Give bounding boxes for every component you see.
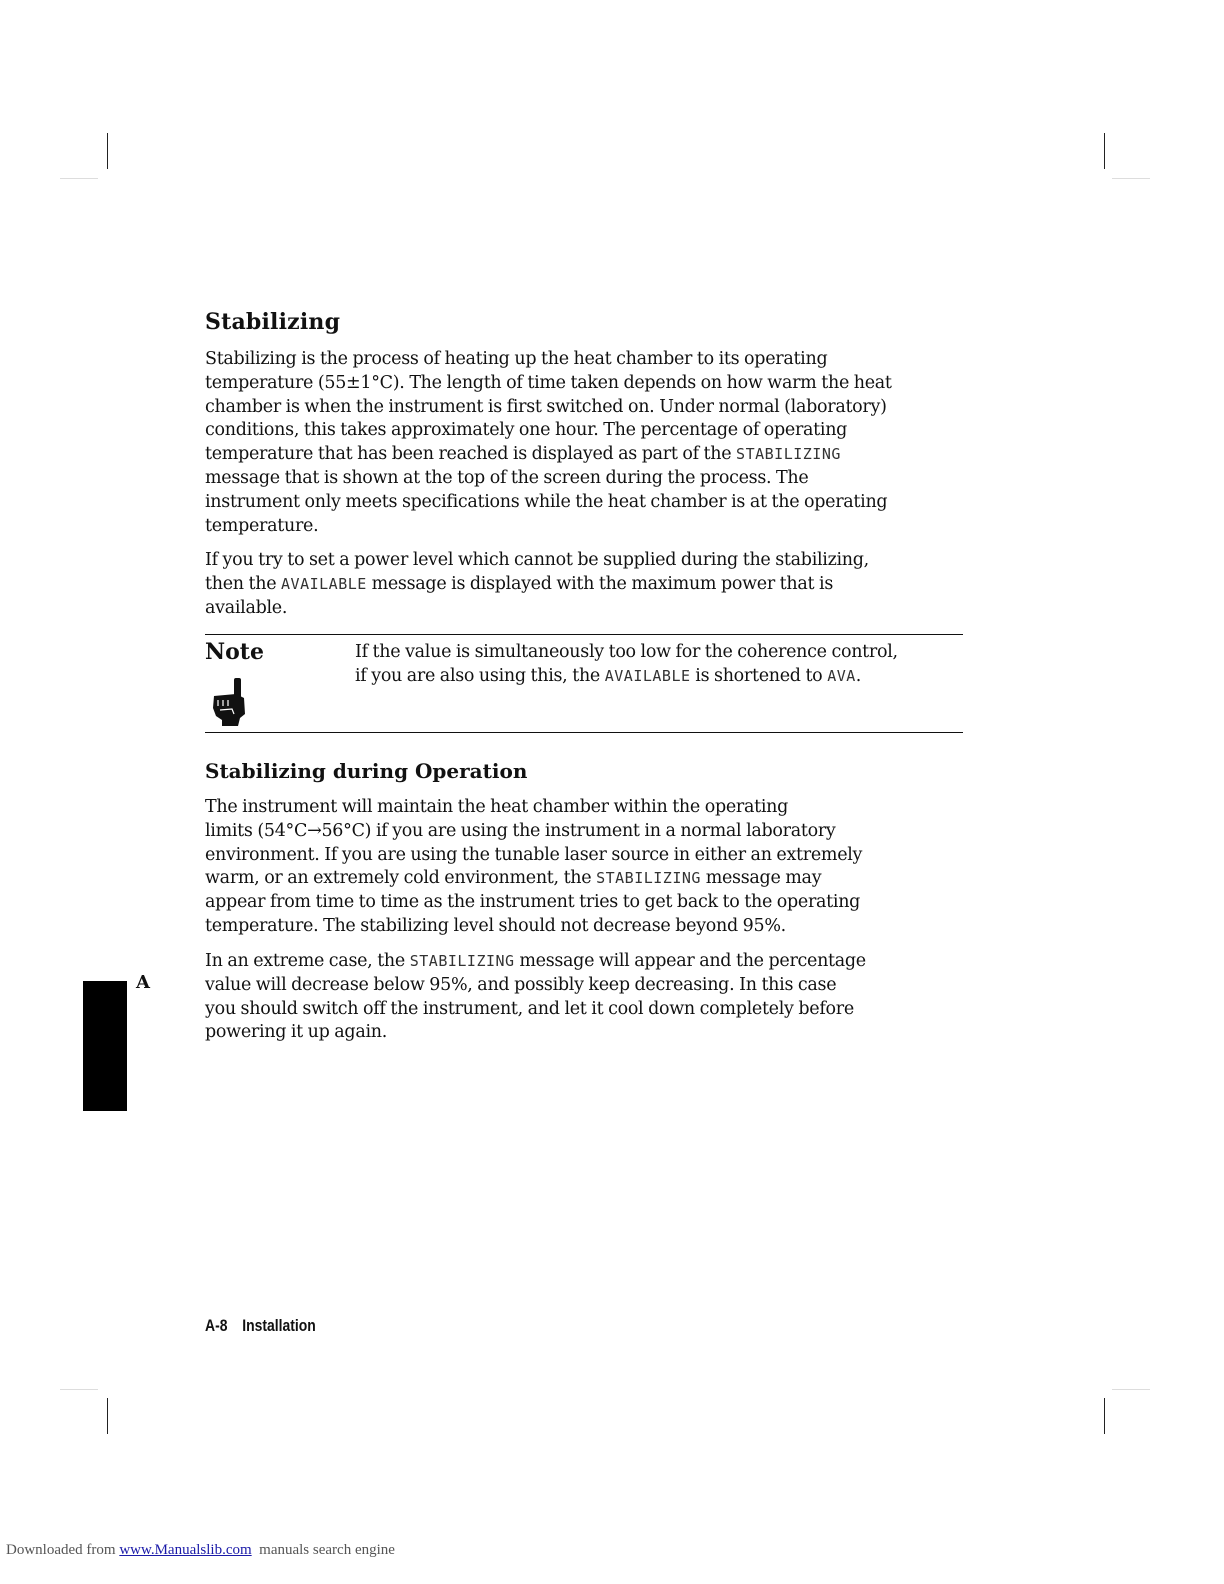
text-fragment: message will appear and the percentage (514, 951, 866, 971)
text-line (205, 950, 965, 974)
text-fragment: message may (700, 868, 822, 889)
stabilizing-paragraph-2 (205, 549, 965, 620)
text-line: The instrument will maintain the heat chamber within the operating (205, 797, 789, 817)
pointing-hand-icon (210, 676, 250, 728)
text-line: Stabilizing is the process of heating up the heat chamber to its operating (205, 349, 828, 369)
text-line: environment. If you are using the tunable laser source in either an extremely (205, 844, 863, 865)
text-fragment: temperature that has been reached is displayed as part of the (205, 444, 737, 465)
text-line: temperature (55±1°C). The length of time taken depends on how warm the heat (205, 372, 892, 393)
crop-line-top-left (60, 178, 98, 179)
text-line: conditions, this takes approximately one hour. The percentage of operating (205, 420, 848, 441)
subsection-heading: Stabilizing during Operation (205, 759, 528, 783)
operation-paragraph-1 (205, 796, 965, 939)
text-line (355, 665, 965, 689)
display-message-code: STABILIZING (409, 952, 515, 970)
download-suffix: manuals search engine (251, 1542, 395, 1558)
crop-mark-bottom-left (107, 1398, 108, 1434)
section-heading: Stabilizing (205, 309, 341, 335)
text-line: If the value is simultaneously too low for the coherence control, (355, 642, 898, 662)
note-bottom-rule (205, 732, 963, 733)
text-fragment: In an extreme case, the (205, 951, 410, 971)
text-line: instrument only meets specifications while the heat chamber is at the operating (205, 491, 888, 512)
operation-paragraph-2 (205, 950, 965, 1045)
display-message-code: STABILIZING (736, 445, 841, 464)
text-fragment: message is displayed with the maximum power that is (366, 573, 833, 594)
text-line: powering it up again. (205, 1022, 388, 1043)
text-line: available. (205, 597, 288, 618)
stabilizing-paragraph-1 (205, 348, 965, 538)
download-prefix: Downloaded from (6, 1542, 120, 1558)
text-fragment: . (855, 665, 862, 686)
crop-mark-top-right (1104, 133, 1105, 169)
text-line: you should switch off the instrument, and let it cool down completely before (205, 998, 854, 1019)
text-fragment: is shortened to (690, 665, 828, 686)
display-message-code: AVAILABLE (281, 574, 367, 593)
note-label: Note (205, 639, 264, 665)
crop-mark-top-left (107, 133, 108, 169)
crop-line-bottom-left (60, 1389, 98, 1390)
text-line (205, 867, 965, 891)
chapter-tab-marker (83, 981, 127, 1111)
text-line: chamber is when the instrument is first switched on. Under normal (laboratory) (205, 396, 887, 417)
text-line: If you try to set a power level which cannot be supplied during the stabilizing, (205, 550, 869, 570)
text-fragment: if you are also using this, the (355, 665, 605, 686)
manualslib-link[interactable]: www.Manualslib.com (119, 1542, 252, 1558)
chapter-name: Installation (242, 1316, 316, 1335)
text-line: appear from time to time as the instrument tries to get back to the operating (205, 892, 861, 913)
text-line: message that is shown at the top of the screen during the process. The (205, 467, 809, 488)
text-fragment: then the (205, 573, 282, 594)
display-message-code: AVAILABLE (604, 666, 691, 685)
text-line (205, 573, 965, 597)
note-text (355, 641, 965, 689)
display-message-code: STABILIZING (596, 869, 701, 888)
chapter-tab-letter: A (136, 972, 150, 993)
crop-line-bottom-right (1112, 1389, 1150, 1390)
crop-mark-bottom-right (1104, 1398, 1105, 1434)
text-line (205, 443, 965, 467)
text-line: limits (54°C→56°C) if you are using the instrument in a normal laboratory (205, 820, 836, 841)
page-number: A-8 (205, 1316, 228, 1335)
text-fragment: warm, or an extremely cold environment, the (205, 868, 597, 889)
download-attribution (6, 1542, 395, 1559)
note-top-rule (205, 634, 963, 635)
text-line: temperature. The stabilizing level should not decrease beyond 95%. (205, 915, 786, 936)
text-line: temperature. (205, 515, 319, 536)
display-message-code: AVA (827, 666, 856, 685)
text-line: value will decrease below 95%, and possibly keep decreasing. In this case (205, 974, 837, 995)
page-footer (205, 1316, 316, 1336)
crop-line-top-right (1112, 178, 1150, 179)
